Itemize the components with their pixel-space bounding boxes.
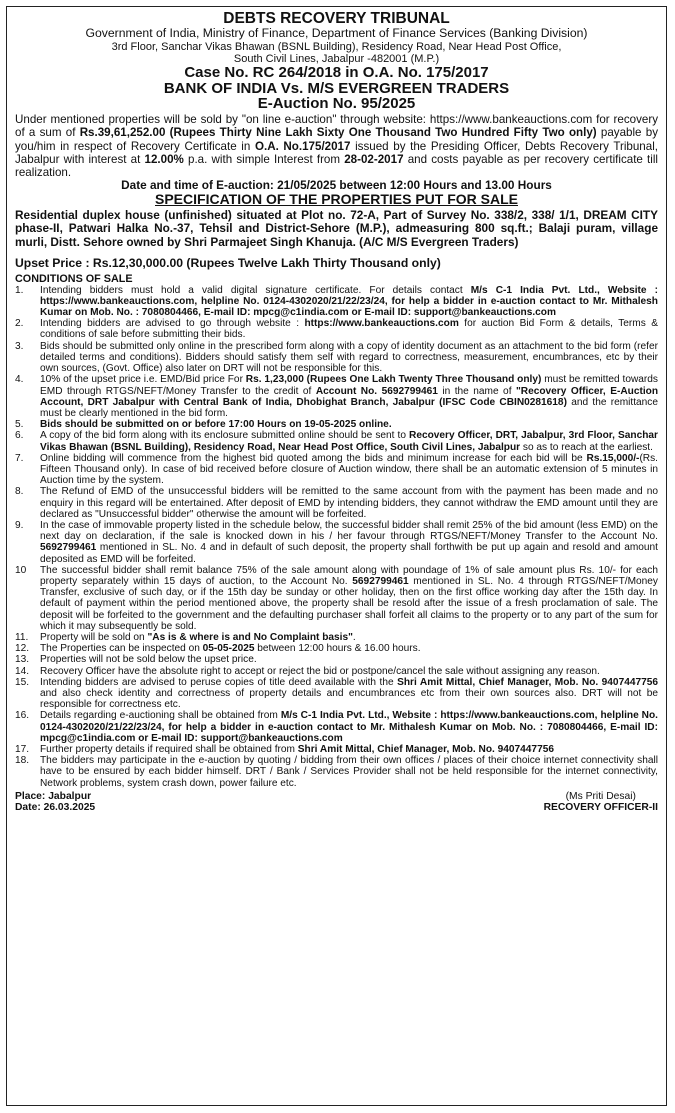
condition-item xyxy=(15,341,658,375)
condition-text: 5692799461 xyxy=(352,575,409,587)
condition-number: 13. xyxy=(15,654,30,666)
condition-item xyxy=(15,565,658,632)
intro-text-1: Under mentioned properties will be sold by "on line e-auction" through website: https://www.bankeauctions.com for recovery of a sum of xyxy=(15,112,658,140)
condition-number: 16. xyxy=(15,710,30,722)
condition-text: for auction Bid Form & details, Terms & conditions of sale before submitting their bids. xyxy=(40,318,658,341)
condition-text: Property will be sold on xyxy=(40,631,148,643)
condition-number: 17. xyxy=(15,744,30,755)
place: Place: Jabalpur xyxy=(15,790,92,802)
condition-number: 11. xyxy=(15,631,29,643)
case-number: Case No. RC 264/2018 in O.A. No. 175/2017 xyxy=(184,64,489,82)
condition-item xyxy=(15,677,658,711)
condition-number: 10 xyxy=(15,564,27,576)
condition-text: Shri Amit Mittal, Chief Manager, Mob. No. 9407447756 xyxy=(297,744,554,755)
condition-text: https://www.bankeauctions.com xyxy=(304,318,459,330)
condition-text: mentioned in SL. No. 4 and in default of such deposit, the property shall forthwith be put up again and resold and amount deposited as EMD will be forfeited. xyxy=(40,542,658,565)
condition-text: The successful bidder shall remit balance 75% of the sale amount along with poundage of 1% of sale amount plus Rs. 10/- for each property separately within 15 days of auction, to the Account No. xyxy=(40,564,658,587)
condition-item xyxy=(15,419,658,430)
condition-text: Intending bidders must hold a valid digital signature certificate. For details contact xyxy=(40,284,471,296)
condition-text: Online bidding will commence from the highest bid quoted among the bids and minimum increase for each bid will be xyxy=(40,452,587,464)
auction-notice xyxy=(6,6,667,1106)
condition-text: Properties will not be sold below the upset price. xyxy=(40,654,257,666)
condition-number: 9. xyxy=(15,519,24,531)
condition-text: Recovery Officer have the absolute right to accept or reject the bid or postpone/cancel the sale without assigning any reason. xyxy=(40,665,600,677)
condition-item xyxy=(15,744,658,755)
condition-item xyxy=(15,453,658,487)
intro-text-5: and costs payable as per recovery certificate till realization. xyxy=(15,152,658,180)
condition-text: Bids should be submitted only online in the prescribed form along with a copy of identity document as an attachment to the bid form (refer detailed terms and conditions). Bidders should satisfy them self with regard to correctness, measurement, encumbrances, etc by their own sources, (Govt. Office) also later on DRT will not be responsible for this. xyxy=(40,340,658,375)
condition-number: 4. xyxy=(15,374,24,386)
condition-item xyxy=(15,285,658,319)
condition-text: Intending bidders are advised to peruse copies of title deed available with the xyxy=(40,676,398,688)
auction-datetime: Date and time of E-auction: 21/05/2025 between 12:00 Hours and 13.00 Hours xyxy=(121,178,552,193)
condition-text: Shri Amit Mittal, Chief Manager, Mob. No. 9407447756 xyxy=(397,676,658,688)
condition-item xyxy=(15,654,658,665)
condition-text: Details regarding e-auctioning shall be obtained from xyxy=(40,710,281,722)
condition-number: 6. xyxy=(15,430,24,442)
condition-text: The bidders may participate in the e-auction by quoting / bidding from their own offices / places of their choice internet connectivity shall have to be ensured by each bidder himself. DRT / Bank / Services Provider shall not be held responsible for the internet connectivity, Network problems, system crash down, power failure etc. xyxy=(40,755,658,789)
date: Date: 26.03.2025 xyxy=(15,802,96,814)
condition-text: Rs. 1,23,000 (Rupees One Lakh Twenty Three Thousand only) xyxy=(245,374,542,386)
conditions-heading: CONDITIONS OF SALE xyxy=(15,272,133,285)
condition-text: Account No. 5692799461 xyxy=(315,385,438,397)
signatory-name: (Ms Priti Desai) xyxy=(565,790,636,802)
condition-text: The Refund of EMD of the unsuccessful bidders will be remitted to the same account from with the payment has been made and no enquiry in this regard will be entertained. After deposit of EMD by intending bidders, they cannot withdraw the EMD amount until they are declared as "Unsuccessful bidder" otherwise the amount will be forfeited. xyxy=(40,486,658,520)
condition-number: 7. xyxy=(15,452,24,464)
condition-text: mentioned in SL. No. 4 through RTGS/NEFT/Money Transfer, exclusive of such day, or if the 15th day be sunday or other holiday, then on the first office working day after the 15th day. In default of payment within the period mentioned above, the property shall be resold after the issue of a fresh proclamation of sale. The deposit will be forfeited to the government and the defaulting purchaser shall forfeit all claims to the property or to any part of the sum for which it may subsequently be sold. xyxy=(40,575,658,632)
condition-text: and the remittance must be clearly mentioned in the bid form. xyxy=(40,396,658,419)
condition-item xyxy=(15,632,658,643)
condition-text: Rs.15,000/- xyxy=(586,452,640,464)
intro-text-3: issued by the Presiding Officer, Debts Recovery Tribunal, Jabalpur with interest at xyxy=(15,139,659,166)
interest-rate: 12.00% xyxy=(144,152,184,166)
recovery-amount: Rs.39,61,252.00 (Rupees Thirty Nine Lakh Sixty One Thousand Two Hundred Fifty Two only) xyxy=(79,126,597,140)
condition-number: 2. xyxy=(15,318,24,330)
condition-number: 14. xyxy=(15,665,30,677)
condition-item xyxy=(15,318,658,340)
condition-item xyxy=(15,486,658,520)
condition-number: 15. xyxy=(15,676,30,688)
interest-from-date: 28-02-2017 xyxy=(344,152,404,166)
condition-text: must be remitted towards EMD through RTGS/NEFT/Money Transfer to the credit of xyxy=(40,374,658,397)
condition-text: 10% of the upset price i.e. EMD/Bid price For xyxy=(40,374,246,386)
condition-number: 1. xyxy=(15,284,24,296)
condition-text: Bids should be submitted on or before 17:00 Hours on 19-05-2025 online. xyxy=(40,419,392,431)
condition-number: 3. xyxy=(15,340,24,352)
address-line-2: South Civil Lines, Jabalpur -482001 (M.P.) xyxy=(233,53,440,65)
condition-text: "Recovery Officer, E-Auction Account, DRT Jabalpur with Central Bank of India, Dhobighat Branch, Jabalpur (IFSC Code CBIN0281618) xyxy=(40,385,659,408)
auction-number: E-Auction No. 95/2025 xyxy=(257,95,416,113)
condition-text: Further property details if required shall be obtained from xyxy=(40,744,298,755)
property-description: Residential duplex house (unfinished) situated at Plot no. 72-A, Part of Survey No. 338/2, 338/ 1/1, DREAM CITY phase-II, Patwari Halka No.-37, Tehsil and District-Sehore (M.P.), admeasuring 800 sq.ft.; Balaji puram, village murli, Distt. Sehore owned by Shri Parmajeet Singh Khanuja. (A/C M/S Evergreen Traders) xyxy=(15,207,658,250)
condition-item xyxy=(15,755,658,789)
condition-text: "As is & where is and No Complaint basis" xyxy=(147,631,353,643)
condition-text: Recovery Officer, DRT, Jabalpur, 3rd Floor, Sanchar Vikas Bhawan (BSNL Building), Residency Road, Near Head Post Office, South Civil Lines, Jabalpur xyxy=(40,430,658,453)
condition-text: 5692799461 xyxy=(40,542,97,554)
conditions-list xyxy=(15,285,658,789)
notice-footer xyxy=(15,791,658,814)
condition-text: and also check identity and correctness of property details and encumbrances etc from their own sources also. DRT will not be responsible for correctness etc. xyxy=(40,687,658,711)
condition-number: 8. xyxy=(15,486,24,498)
intro-text-2: payable by you/him in respect of Recovery Certificate in xyxy=(15,126,658,153)
condition-number: 5. xyxy=(15,419,24,431)
condition-text: in the name of xyxy=(437,385,516,397)
condition-text: In the case of immovable property listed in the schedule below, the successful bidder shall remit 25% of the bid amount (less EMD) on the next day on declaration, if the sale is knocked down in his / her favour through RTGS/NEFT/Money Transfer to the Account No. xyxy=(40,519,658,543)
condition-item xyxy=(15,666,658,677)
intro-text-4: p.a. with simple Interest from xyxy=(183,152,345,166)
address-line-1: 3rd Floor, Sanchar Vikas Bhawan (BSNL Building), Residency Road, Near Head Post Office, xyxy=(111,40,562,53)
condition-text: Intending bidders are advised to go through website : xyxy=(40,318,305,330)
condition-text: M/s C-1 India Pvt. Ltd., Website : https://www.bankeauctions.com, helpline No. 0124-4302020/21/22/23/24, for help a bidder in e-auction contact to Mr. Mithalesh Kumar on Mob. No. : 7080804466, E-mail ID: mpcg@c1india.com or E-mail ID: support@bankeauctions.com xyxy=(40,710,658,744)
spec-heading: SPECIFICATION OF THE PROPERTIES PUT FOR SALE xyxy=(155,191,518,208)
intro-paragraph xyxy=(15,113,658,179)
condition-text: 05-05-2025 xyxy=(202,643,255,655)
condition-text: M/s C-1 India Pvt. Ltd., Website : https://www.bankeauctions.com, helpline No. 0124-4302020/21/22/23/24, for help a bidder in e-auction contact to Mr. Mithalesh Kumar on Mob. No. : 7080804466, E-mail ID: mpcg@c1india.com or E-mail ID: support@bankeauctions.com xyxy=(40,284,658,319)
condition-item xyxy=(15,710,658,744)
condition-item xyxy=(15,643,658,654)
condition-text: between 12:00 hours & 16.00 hours. xyxy=(254,643,421,655)
upset-price: Upset Price : Rs.12,30,000.00 (Rupees Twelve Lakh Thirty Thousand only) xyxy=(15,255,441,270)
condition-text: so as to reach at the earliest. xyxy=(520,441,653,453)
condition-text: . xyxy=(352,631,356,643)
signatory-designation: RECOVERY OFFICER-II xyxy=(543,802,658,814)
condition-text: A copy of the bid form along with its enclosure submitted online should be sent to xyxy=(40,430,410,442)
condition-item xyxy=(15,374,658,419)
condition-item xyxy=(15,430,658,452)
case-parties: BANK OF INDIA Vs. M/S EVERGREEN TRADERS xyxy=(163,79,510,97)
ministry-line: Government of India, Ministry of Finance, Department of Finance Services (Banking Division) xyxy=(85,26,588,40)
condition-text: (Rs. Fifteen Thousand only). In case of bid received before closure of Auction window, there shall be an automatic extension of 5 minutes in Auction time by the system. xyxy=(40,452,658,487)
condition-item xyxy=(15,520,658,565)
condition-text: The Properties can be inspected on xyxy=(40,643,203,655)
oa-number: O.A. No.175/2017 xyxy=(254,139,351,153)
condition-number: 18. xyxy=(15,755,30,767)
tribunal-title: DEBTS RECOVERY TRIBUNAL xyxy=(223,10,450,27)
condition-number: 12. xyxy=(15,643,30,655)
